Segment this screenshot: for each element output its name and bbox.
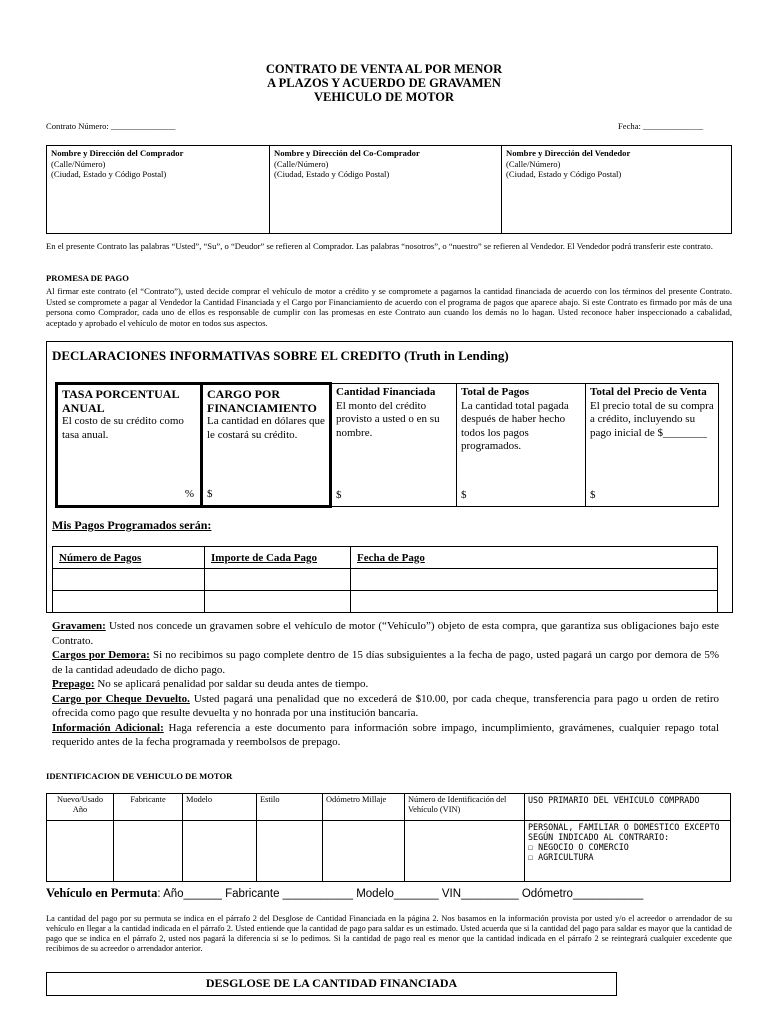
title-line-2: A PLAZOS Y ACUERDO DE GRAVAMEN [267, 76, 501, 90]
finance-charge-title: CARGO POR FINANCIAMIENTO [207, 387, 317, 415]
cobuyer-street: (Calle/Número) [274, 158, 329, 169]
promise-text: Al firmar este contrato (el “Contrato”), usted decide comprar el vehículo de motor a crédito y se compromete a pagarnos la cantidad financiada de acuerdo con los términos del presente Contrato. Usted se compromete a pagar al Vendedor la Cantidad Financiada y el Cargo por Financiamiento de acuerdo con el programa de pagos que aparece abajo. Si este Contrato es firmado por más de una persona como Comprador, cada uno de ellos es responsable de cumplir con las promesas en este Contrato aun cuando los demás no lo hagan. Usted reconoce haber inspeccionado a cabalidad, aceptado y aprobado el vehículo de motor en todos sus aspectos. [46, 286, 732, 328]
col-model: Modelo [183, 794, 257, 821]
seller-city: (Ciudad, Estado y Código Postal) [506, 169, 622, 179]
apr-box[interactable] [57, 384, 202, 507]
total-sale-price-title: Total del Precio de Venta [590, 386, 707, 398]
col-new-used: Nuevo/Usado Año [47, 794, 114, 821]
payment-schedule-table [52, 546, 718, 613]
primary-use-title: USO PRIMARIO DEL VEHICULO COMPRADO [525, 794, 731, 821]
total-sale-price-box[interactable] [586, 384, 719, 507]
parties-table [46, 145, 732, 234]
amount-financed-box[interactable] [331, 384, 457, 507]
col-manufacturer: Fabricante [114, 794, 183, 821]
vehicle-cell[interactable] [323, 821, 405, 882]
contract-title [0, 62, 768, 104]
truth-heading: DECLARACIONES INFORMATIVAS SOBRE EL CREDITO (Truth in Lending) [52, 348, 509, 363]
finance-charge-desc: La cantidad en dólares que le costará su crédito. [207, 415, 325, 441]
vehicle-cell[interactable] [114, 821, 183, 882]
vehicle-cell[interactable] [47, 821, 114, 882]
promise-heading: PROMESA DE PAGO [46, 273, 129, 283]
total-payments-box[interactable] [457, 384, 586, 507]
breakdown-title: DESGLOSE DE LA CANTIDAD FINANCIADA [46, 972, 617, 996]
schedule-cell[interactable] [351, 591, 718, 613]
total-payments-value: $ [461, 488, 467, 501]
col-number-of-payments: Número de Pagos [53, 547, 205, 569]
use-agriculture[interactable]: ☐ AGRICULTURA [528, 852, 594, 862]
definitions-text: En el presente Contrato las palabras “Usted”, “Su”, o “Deudor” se refieren al Comprador. Las palabras “nosotros”, o “nuestro” se refieren al Vendedor. El Vendedor podrá transferir este contrato. [46, 241, 713, 251]
vehicle-table [46, 793, 731, 882]
apr-value: % [184, 487, 194, 500]
term-returned-check: Cargo por Cheque Devuelto. Usted pagará una penalidad que no excederá de $10.00, por cada cheque, transferencia para pago u orden de retiro ofrecida como pago que resulte devuelta y no honrada por una institución bancaria. [52, 692, 720, 719]
table-row [53, 569, 718, 591]
amount-financed-desc: El monto del crédito provisto a usted o en su nombre. [336, 399, 440, 439]
total-sale-price-desc: El precio total de su compra a crédito, incluyendo su pago inicial de $________ [590, 399, 714, 439]
finance-charge-box[interactable] [202, 384, 331, 507]
vehicle-cell[interactable] [183, 821, 257, 882]
seller-cell[interactable] [502, 146, 732, 234]
vehicle-cell[interactable] [405, 821, 525, 882]
term-additional-info: Información Adicional: Haga referencia a este documento para información sobre impago, incumplimiento, gravámenes, cualquier repago total requerido antes de la fecha programada y reembolsos de prepago. [52, 721, 720, 748]
trade-in-fields: : Año______ Fabricante ___________ Modelo_______ VIN_________ Odómetro___________ [157, 888, 644, 900]
col-payment-date: Fecha de Pago [351, 547, 718, 569]
contract-number-field[interactable]: Contrato Número: _______________ [46, 121, 176, 131]
buyer-city: (Ciudad, Estado y Código Postal) [51, 169, 167, 179]
apr-title: TASA PORCENTUAL ANUAL [62, 387, 179, 415]
amount-financed-title: Cantidad Financiada [336, 386, 436, 398]
term-lien: Gravamen: Usted nos concede un gravamen sobre el vehículo de motor (“Vehículo”) objeto de esta compra, que garantiza sus obligaciones bajo este Contrato. [52, 620, 719, 647]
trade-in-label: Vehículo en Permuta [46, 886, 158, 900]
col-style: Estilo [257, 794, 323, 821]
term-late-charge: Cargos por Demora: Si no recibimos su pago complete dentro de 15 días subsiguientes a la fecha de pago, usted pagará un cargo por demora de 5% de la cantidad adeudado de dicho pago. [52, 649, 719, 676]
buyer-title: Nombre y Dirección del Comprador [51, 148, 184, 158]
use-personal[interactable]: PERSONAL, FAMILIAR O DOMESTICO EXCEPTO SEGÚN INDICADO AL CONTRARIO: [528, 822, 720, 842]
schedule-heading: Mis Pagos Programados serán: [52, 518, 212, 532]
cobuyer-city: (Ciudad, Estado y Código Postal) [274, 169, 390, 179]
trade-in-text: La cantidad del pago por su permuta se indica en el párrafo 2 del Desglose de Cantidad Financiada en la página 2. Nos basamos en la información provista por usted y/o el acreedor o arrendador de su vehículo en llegar a la cantidad indicada en el párrafo 2. Usted entiende que la cantidad de pago para saldar es un estimado. Usted acuerda que si la cantidad del pago para saldar es mayor que la cantidad de pago que se indica en el párrafo 2, usted nos pagará la diferencia si se lo pedimos. Si la cantidad de pago real es menor que la cantidad indicada en el párrafo 2 se reintegrará cualquier excedente que recibimos de su acreedor o arrendador anterior. [46, 914, 732, 953]
seller-title: Nombre y Dirección del Vendedor [506, 148, 631, 158]
amount-financed-value: $ [336, 488, 342, 501]
apr-desc: El costo de su crédito como tasa anual. [62, 415, 184, 441]
date-field[interactable]: Fecha: ______________ [618, 121, 704, 131]
title-line-1: CONTRATO DE VENTA AL POR MENOR [265, 62, 503, 76]
buyer-cell[interactable] [47, 146, 270, 234]
vehicle-heading: IDENTIFICACION DE VEHICULO DE MOTOR [46, 771, 233, 781]
total-sale-price-value: $ [590, 488, 596, 501]
finance-charge-value: $ [207, 487, 213, 500]
cobuyer-title: Nombre y Dirección del Co-Comprador [274, 148, 420, 158]
schedule-cell[interactable] [205, 591, 351, 613]
title-line-3: VEHICULO DE MOTOR [313, 90, 455, 104]
total-payments-desc: La cantidad total pagada después de haber hecho todos los pagos programados. [461, 399, 569, 452]
table-row [53, 591, 718, 613]
col-odometer: Odómetro Millaje [323, 794, 405, 821]
terms-section [52, 619, 719, 750]
total-payments-title: Total de Pagos [461, 386, 530, 398]
schedule-cell[interactable] [53, 591, 205, 613]
primary-use-options [525, 821, 731, 882]
col-vin: Número de Identificación del Vehículo (VIN) [405, 794, 525, 821]
schedule-cell[interactable] [205, 569, 351, 591]
seller-street: (Calle/Número) [506, 158, 561, 169]
trade-in-line[interactable] [46, 886, 643, 901]
schedule-cell[interactable] [53, 569, 205, 591]
use-business[interactable]: ☐ NEGOCIO O COMERCIO [528, 842, 629, 852]
buyer-street: (Calle/Número) [51, 158, 106, 169]
term-prepayment: Prepago: No se aplicará penalidad por saldar su deuda antes de tiempo. [52, 678, 369, 690]
disclosure-boxes [55, 382, 719, 508]
vehicle-cell[interactable] [257, 821, 323, 882]
col-payment-amount: Importe de Cada Pago [205, 547, 351, 569]
schedule-cell[interactable] [351, 569, 718, 591]
cobuyer-cell[interactable] [270, 146, 502, 234]
